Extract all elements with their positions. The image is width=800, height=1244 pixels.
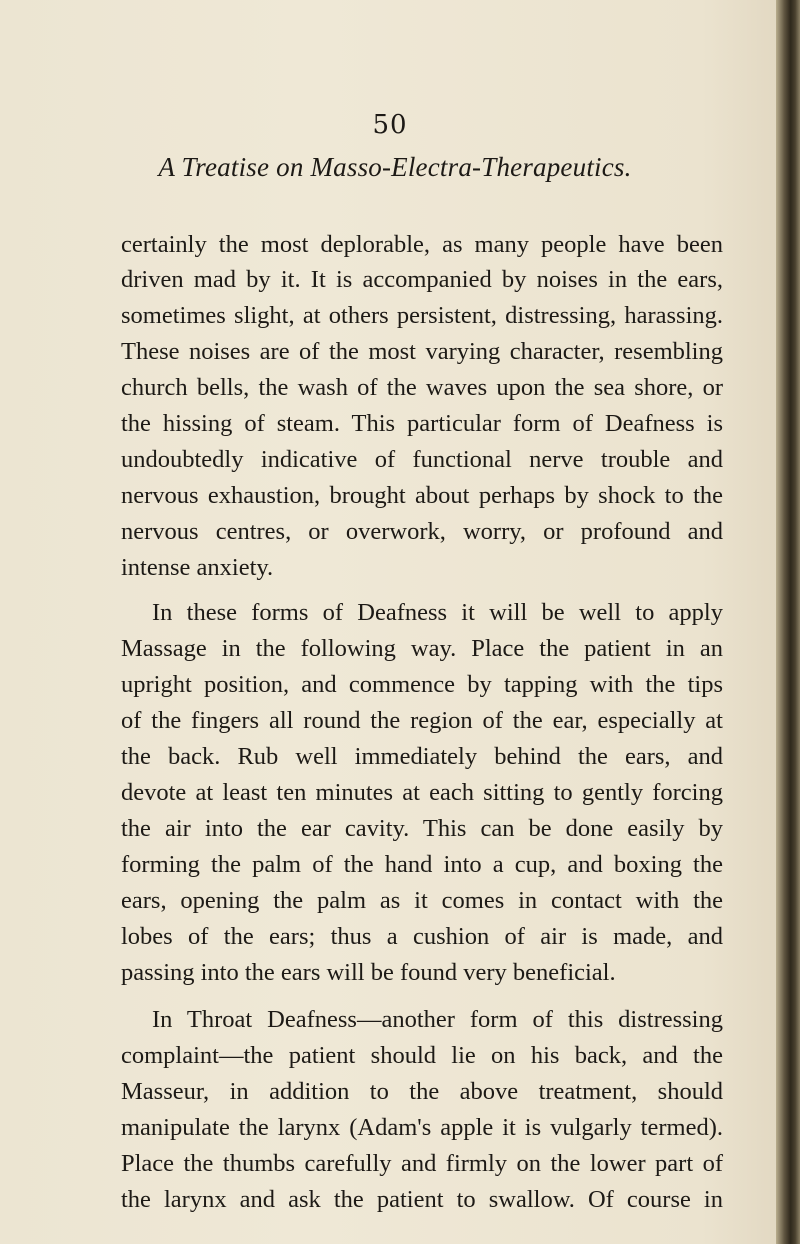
text-line: complaint—the patient should lie on his back, and the [121,1042,723,1069]
text-line: the air into the ear cavity. This can be done easily by [121,815,723,842]
text-line: devote at least ten minutes at each sitting to gently forcing [121,779,723,806]
text-line: the hissing of steam. This particular form of Deafness is [121,410,723,437]
text-line: nervous exhaustion, brought about perhaps by shock to the [121,482,723,509]
text-line: In Throat Deafness—another form of this distressing [152,1006,723,1033]
page-binding-edge [776,0,800,1244]
text-line: manipulate the larynx (Adam's apple it is vulgarly termed). [121,1114,723,1141]
text-line: driven mad by it. It is accompanied by noises in the ears, [121,266,723,293]
text-line: ears, opening the palm as it comes in contact with the [121,887,723,914]
text-line: These noises are of the most varying character, resembling [121,338,723,365]
text-line: In these forms of Deafness it will be well to apply [152,599,723,626]
running-head: A Treatise on Masso-Electra-Therapeutics. [158,152,632,182]
text-line: intense anxiety. [121,554,274,581]
text-line: sometimes slight, at others persistent, distressing, harassing. [121,302,723,329]
text-line: Massage in the following way. Place the patient in an [121,635,723,662]
text-line: passing into the ears will be found very beneficial. [121,959,616,986]
text-line: Place the thumbs carefully and firmly on the lower part of [121,1150,723,1177]
text-line: the larynx and ask the patient to swallow. Of course in [121,1186,723,1213]
text-line: upright position, and commence by tapping with the tips [121,671,723,698]
text-line: the back. Rub well immediately behind the ears, and [121,743,723,770]
text-line: forming the palm of the hand into a cup, and boxing the [121,851,723,878]
text-line: Masseur, in addition to the above treatment, should [121,1078,723,1105]
text-line: of the fingers all round the region of the ear, especially at [121,707,723,734]
text-line: undoubtedly indicative of functional nerve trouble and [121,446,723,473]
page-number: 50 [372,110,408,140]
text-line: church bells, the wash of the waves upon the sea shore, or [121,374,723,401]
text-line: lobes of the ears; thus a cushion of air is made, and [121,923,723,950]
text-line: nervous centres, or overwork, worry, or profound and [121,518,723,545]
text-line: certainly the most deplorable, as many people have been [121,231,723,258]
